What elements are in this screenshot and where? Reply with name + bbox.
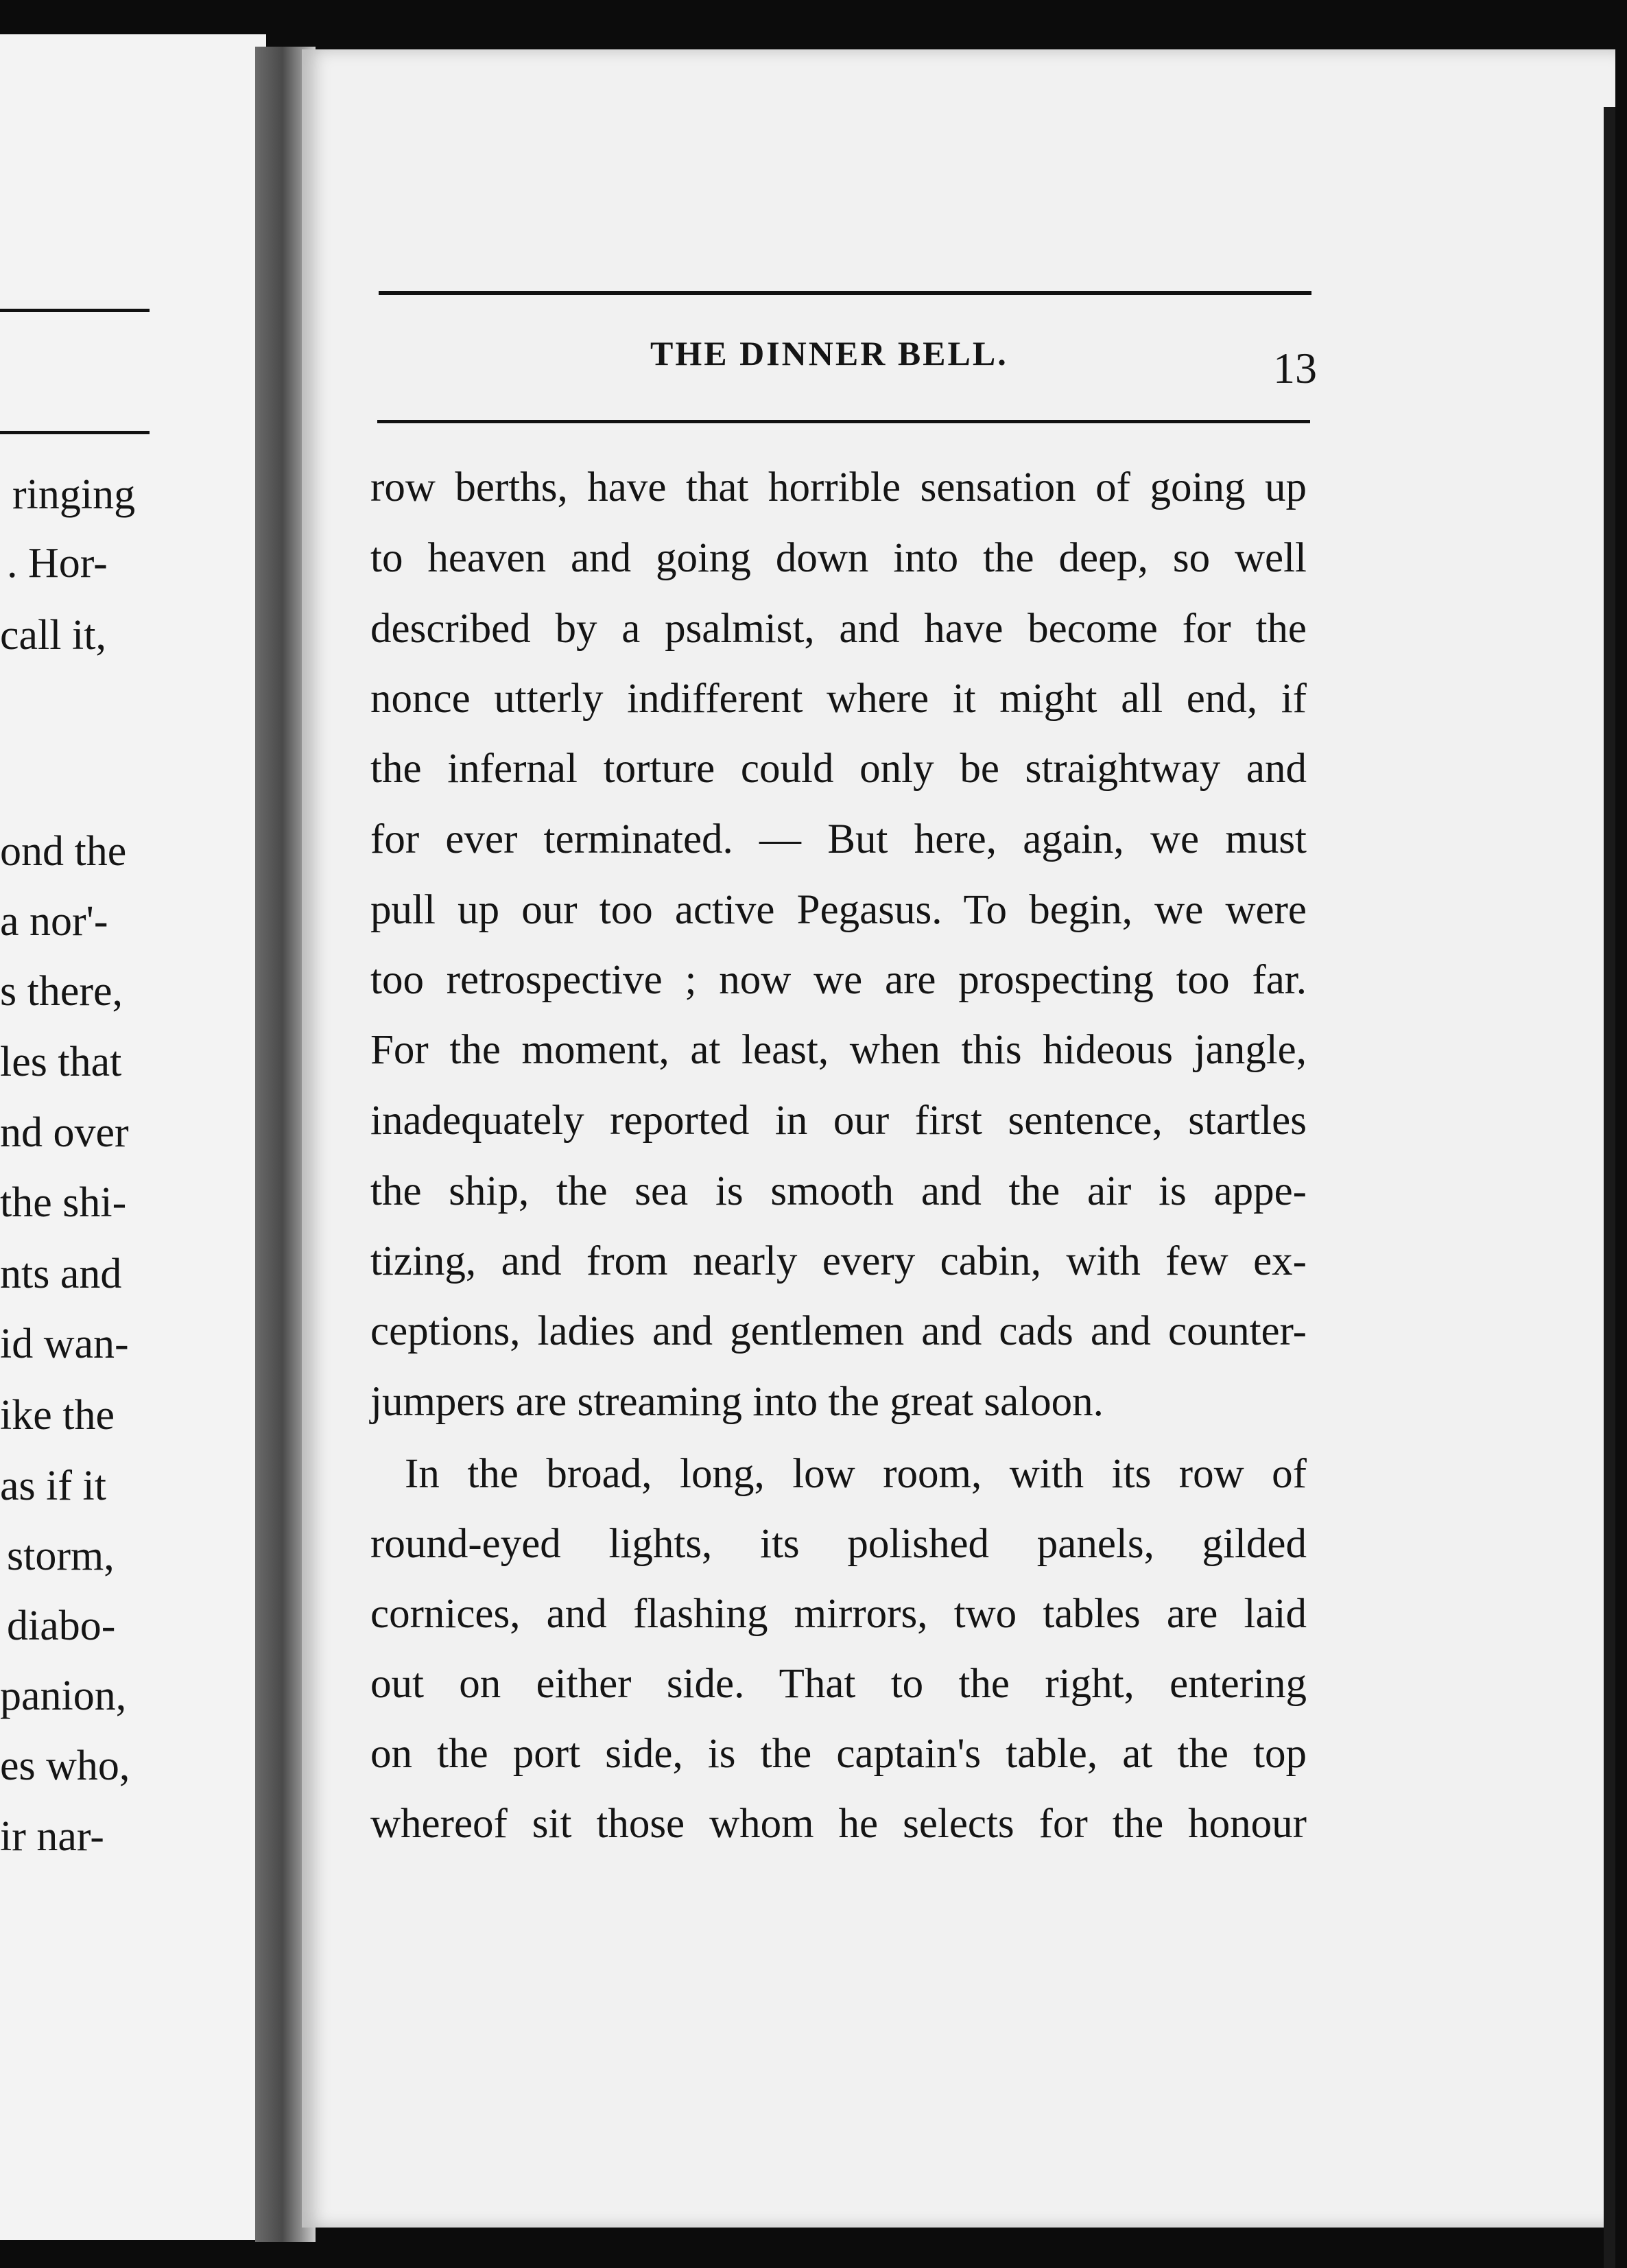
- left-line: s there,: [0, 968, 123, 1015]
- page-number: 13: [1273, 344, 1317, 392]
- left-line: a nor'-: [0, 898, 108, 945]
- body-line: out on either side. That to the right, entering: [370, 1661, 1307, 1707]
- left-line: es who,: [0, 1743, 130, 1789]
- top-rule: [379, 291, 1311, 295]
- body-line: whereof sit those whom he selects for the honour: [370, 1801, 1307, 1847]
- header-rule: [377, 420, 1310, 423]
- left-line: the shi-: [0, 1179, 127, 1226]
- left-line: . Hor-: [7, 540, 108, 587]
- body-line: described by a psalmist, and have become for the: [370, 606, 1307, 652]
- left-line: les that: [0, 1039, 122, 1085]
- body-line: too retrospective ; now we are prospecting too far.: [370, 957, 1307, 1003]
- left-line: id wan-: [0, 1321, 129, 1367]
- body-line: cornices, and flashing mirrors, two tables are laid: [370, 1591, 1307, 1637]
- body-line: tizing, and from nearly every cabin, with few ex-: [370, 1238, 1307, 1284]
- left-line: panion,: [0, 1673, 127, 1719]
- left-line: ond the: [0, 828, 127, 875]
- body-line: For the moment, at least, when this hideous jangle,: [370, 1027, 1307, 1073]
- left-line: nd over: [0, 1109, 129, 1156]
- page-edge-shadow: [1604, 107, 1615, 2268]
- body-line: round-eyed lights, its polished panels, gilded: [370, 1521, 1307, 1567]
- left-line: ringing: [12, 471, 136, 518]
- running-head: THE DINNER BELL.: [650, 334, 1008, 373]
- body-line: jumpers are streaming into the great saloon.: [370, 1379, 1104, 1425]
- left-line: storm,: [7, 1533, 115, 1579]
- body-line: row berths, have that horrible sensation of going up: [370, 464, 1307, 510]
- left-line: ike the: [0, 1392, 115, 1439]
- body-line: inadequately reported in our first sentence, startles: [370, 1098, 1307, 1144]
- left-top-rule: [0, 309, 150, 312]
- left-line: ir nar-: [0, 1813, 104, 1860]
- body-line: the ship, the sea is smooth and the air is appe-: [370, 1168, 1307, 1214]
- left-line: nts and: [0, 1251, 122, 1297]
- body-line: on the port side, is the captain's table, at the top: [370, 1731, 1307, 1777]
- left-line: call it,: [0, 612, 106, 659]
- body-line: to heaven and going down into the deep, so well: [370, 535, 1307, 581]
- body-line: ceptions, ladies and gentlemen and cads and counter-: [370, 1308, 1307, 1354]
- body-line: nonce utterly indifferent where it might all end, if: [370, 676, 1307, 722]
- left-line: as if it: [0, 1463, 106, 1509]
- body-line: pull up our too active Pegasus. To begin, we were: [370, 887, 1307, 933]
- left-line: diabo-: [7, 1603, 116, 1649]
- left-header-rule: [0, 431, 150, 434]
- body-line: for ever terminated. — But here, again, we must: [370, 816, 1307, 862]
- body-line: In the broad, long, low room, with its row of: [405, 1451, 1307, 1497]
- body-line: the infernal torture could only be straightway and: [370, 746, 1307, 792]
